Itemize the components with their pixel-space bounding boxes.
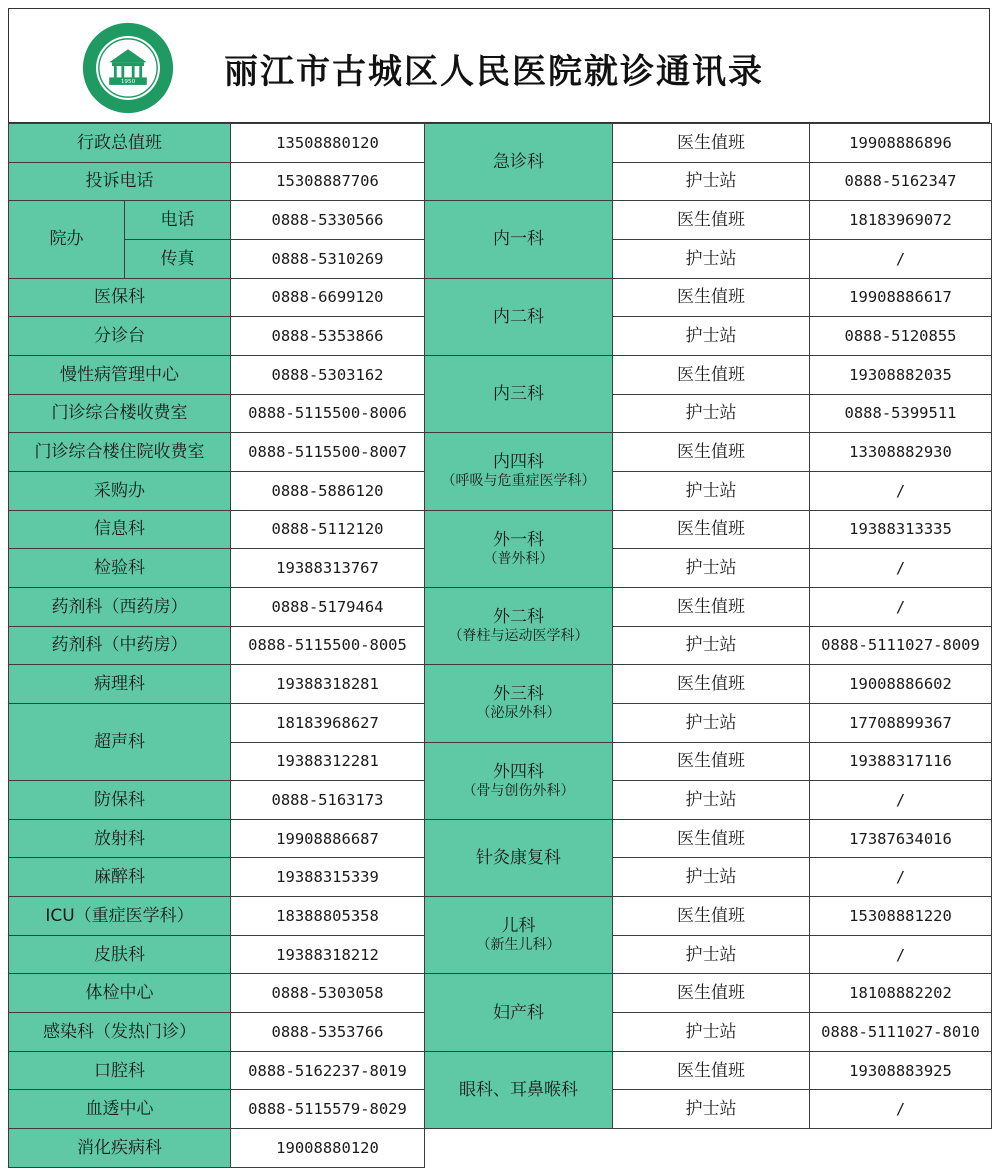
dept-name: 分诊台 [9, 317, 231, 356]
ward-title: 眼科、耳鼻喉科 [459, 1079, 578, 1100]
group-name: 院办 [9, 201, 125, 278]
role-label: 护士站 [613, 471, 810, 510]
phone-number: 0888-5399511 [810, 394, 992, 433]
dept-name: 药剂科（中药房） [9, 626, 231, 665]
phone-number: 19008886602 [810, 665, 992, 704]
dept-name: 防保科 [9, 781, 231, 820]
ward-name [425, 974, 613, 1051]
page-header [8, 8, 990, 123]
phone-number: 19388318212 [231, 935, 425, 974]
dept-name: 行政总值班 [9, 124, 231, 163]
phone-number: 0888-5310269 [231, 239, 425, 278]
ward-title: 内三科 [493, 384, 544, 405]
dept-name: 血透中心 [9, 1090, 231, 1129]
ward-title: 内四科 [493, 452, 544, 473]
phone-number: 0888-5353766 [231, 1013, 425, 1052]
dept-name: 超声科 [9, 703, 231, 780]
phone-number: 0888-5112120 [231, 510, 425, 549]
phone-number: / [810, 587, 992, 626]
phone-number: 13508880120 [231, 124, 425, 163]
phone-number: 19388312281 [231, 742, 425, 781]
table-row [9, 510, 992, 549]
table-row [9, 124, 992, 163]
role-label: 护士站 [613, 703, 810, 742]
dept-name: 门诊综合楼收费室 [9, 394, 231, 433]
dept-name: 投诉电话 [9, 162, 231, 201]
phone-number: 15308887706 [231, 162, 425, 201]
role-label: 医生值班 [613, 1051, 810, 1090]
role-label: 医生值班 [613, 897, 810, 936]
role-label: 医生值班 [613, 510, 810, 549]
phone-number: 0888-5353866 [231, 317, 425, 356]
role-label: 护士站 [613, 239, 810, 278]
role-label: 医生值班 [613, 124, 810, 163]
phone-number: 19008880120 [231, 1129, 425, 1168]
ward-name [425, 897, 613, 974]
phone-number: 18183968627 [231, 703, 425, 742]
directory-table [8, 123, 992, 1168]
ward-title: 内二科 [493, 306, 544, 327]
dept-name: 采购办 [9, 471, 231, 510]
svg-text:1950: 1950 [120, 79, 136, 86]
ward-name [425, 124, 613, 201]
role-label: 护士站 [613, 781, 810, 820]
phone-number: 0888-5111027-8010 [810, 1013, 992, 1052]
ward-subtitle: （脊柱与运动医学科） [448, 628, 589, 645]
dept-name: 消化疾病科 [9, 1129, 231, 1168]
role-label: 医生值班 [613, 742, 810, 781]
ward-title: 针灸康复科 [476, 847, 561, 868]
phone-number: 17708899367 [810, 703, 992, 742]
ward-subtitle: （呼吸与危重症医学科） [441, 473, 596, 490]
ward-subtitle: （新生儿科） [476, 937, 561, 954]
phone-number: / [810, 781, 992, 820]
phone-number: 19308883925 [810, 1051, 992, 1090]
table-row [9, 201, 992, 240]
ward-subtitle: （泌尿外科） [476, 705, 561, 722]
dept-name: 皮肤科 [9, 935, 231, 974]
ward-name [425, 355, 613, 432]
dept-name: ICU（重症医学科） [9, 897, 231, 936]
table-row [9, 897, 992, 936]
phone-number: 15308881220 [810, 897, 992, 936]
phone-number: 0888-5115500-8005 [231, 626, 425, 665]
phone-number: 19908886617 [810, 278, 992, 317]
dept-name: 麻醉科 [9, 858, 231, 897]
phone-number: / [810, 1090, 992, 1129]
sub-name: 电话 [125, 201, 231, 240]
empty-cell [425, 1129, 992, 1168]
ward-name [425, 278, 613, 355]
phone-number: 0888-5179464 [231, 587, 425, 626]
role-label: 护士站 [613, 935, 810, 974]
dept-name: 药剂科（西药房） [9, 587, 231, 626]
phone-number: 0888-5115500-8006 [231, 394, 425, 433]
phone-number: 0888-5886120 [231, 471, 425, 510]
sub-name: 传真 [125, 239, 231, 278]
phone-number: 13308882930 [810, 433, 992, 472]
table-row [9, 355, 992, 394]
phone-number: 19388318281 [231, 665, 425, 704]
phone-number: 18388805358 [231, 897, 425, 936]
table-row [9, 433, 992, 472]
phone-number: 0888-5115579-8029 [231, 1090, 425, 1129]
dept-name: 医保科 [9, 278, 231, 317]
phone-number: 19388317116 [810, 742, 992, 781]
role-label: 医生值班 [613, 974, 810, 1013]
phone-number: 0888-5115500-8007 [231, 433, 425, 472]
phone-number: 19908886687 [231, 819, 425, 858]
ward-subtitle: （普外科） [483, 550, 554, 567]
table-row [9, 1051, 992, 1090]
ward-name [425, 433, 613, 510]
ward-name [425, 1051, 613, 1128]
phone-number: 0888-5163173 [231, 781, 425, 820]
role-label: 医生值班 [613, 355, 810, 394]
phone-number: / [810, 471, 992, 510]
phone-number: 19388315339 [231, 858, 425, 897]
role-label: 护士站 [613, 858, 810, 897]
dept-name: 检验科 [9, 549, 231, 588]
hospital-logo [81, 21, 175, 115]
dept-name: 门诊综合楼住院收费室 [9, 433, 231, 472]
phone-number: 0888-5162347 [810, 162, 992, 201]
role-label: 护士站 [613, 626, 810, 665]
role-label: 医生值班 [613, 665, 810, 704]
phone-number: / [810, 549, 992, 588]
ward-name [425, 742, 613, 819]
role-label: 护士站 [613, 1013, 810, 1052]
phone-number: 0888-6699120 [231, 278, 425, 317]
ward-title: 外一科 [493, 529, 544, 550]
dept-name: 病理科 [9, 665, 231, 704]
dept-name: 慢性病管理中心 [9, 355, 231, 394]
dept-name: 体检中心 [9, 974, 231, 1013]
phone-number: 0888-5120855 [810, 317, 992, 356]
phone-number: 0888-5303058 [231, 974, 425, 1013]
dept-name: 口腔科 [9, 1051, 231, 1090]
ward-name [425, 819, 613, 896]
role-label: 医生值班 [613, 433, 810, 472]
dept-name: 信息科 [9, 510, 231, 549]
phone-number: 18183969072 [810, 201, 992, 240]
page-title: 丽江市古城区人民医院就诊通讯录 [224, 52, 764, 92]
role-label: 医生值班 [613, 587, 810, 626]
table-row [9, 1129, 992, 1168]
role-label: 医生值班 [613, 278, 810, 317]
phone-number: 19388313335 [810, 510, 992, 549]
phone-number: 0888-5330566 [231, 201, 425, 240]
table-row [9, 665, 992, 704]
ward-title: 外四科 [493, 761, 544, 782]
table-row [9, 819, 992, 858]
ward-name [425, 665, 613, 742]
phone-number: 19308882035 [810, 355, 992, 394]
ward-title: 外三科 [493, 684, 544, 705]
phone-number: 19388313767 [231, 549, 425, 588]
phone-number: 0888-5162237-8019 [231, 1051, 425, 1090]
dept-name: 放射科 [9, 819, 231, 858]
ward-name [425, 510, 613, 587]
phone-number: 19908886896 [810, 124, 992, 163]
phone-number: / [810, 239, 992, 278]
table-row [9, 974, 992, 1013]
role-label: 护士站 [613, 394, 810, 433]
ward-title: 妇产科 [493, 1002, 544, 1023]
phone-number: / [810, 935, 992, 974]
phone-number: 17387634016 [810, 819, 992, 858]
table-row [9, 278, 992, 317]
ward-title: 外二科 [493, 607, 544, 628]
role-label: 护士站 [613, 317, 810, 356]
role-label: 医生值班 [613, 819, 810, 858]
role-label: 护士站 [613, 549, 810, 588]
role-label: 护士站 [613, 162, 810, 201]
role-label: 护士站 [613, 1090, 810, 1129]
dept-name: 感染科（发热门诊） [9, 1013, 231, 1052]
phone-number: / [810, 858, 992, 897]
phone-number: 18108882202 [810, 974, 992, 1013]
ward-title: 急诊科 [493, 152, 544, 173]
phone-number: 0888-5303162 [231, 355, 425, 394]
phone-number: 0888-5111027-8009 [810, 626, 992, 665]
ward-title: 儿科 [501, 916, 536, 937]
ward-name [425, 587, 613, 664]
ward-title: 内一科 [493, 229, 544, 250]
ward-name [425, 201, 613, 278]
table-row [9, 587, 992, 626]
role-label: 医生值班 [613, 201, 810, 240]
ward-subtitle: （骨与创伤外科） [462, 782, 575, 799]
